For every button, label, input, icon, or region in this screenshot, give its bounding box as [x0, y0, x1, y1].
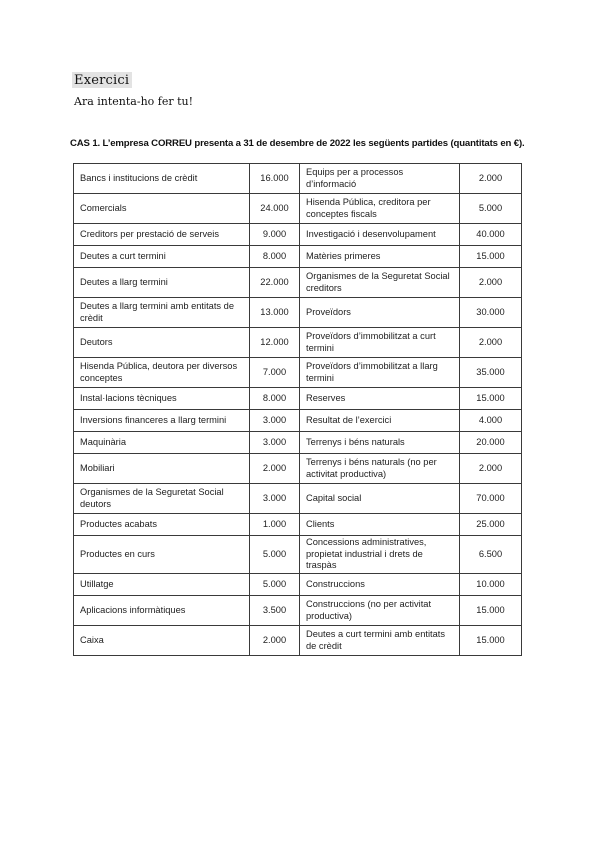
accounts-table-body: [74, 164, 522, 656]
table-row: [74, 432, 522, 454]
left-account-value: 12.000: [250, 328, 300, 358]
table-row: [74, 626, 522, 656]
accounts-table: [73, 163, 522, 656]
table-row: [74, 164, 522, 194]
left-account-value: 3.500: [250, 596, 300, 626]
right-account-label: Clients: [300, 514, 460, 536]
table-row: [74, 596, 522, 626]
exercise-subtitle: Ara intenta-ho fer tu!: [74, 95, 194, 108]
left-account-value: 5.000: [250, 536, 300, 574]
right-account-value: 70.000: [460, 484, 522, 514]
right-account-label: Proveïdors d’immobilitzat a llarg termini: [300, 358, 460, 388]
table-row: [74, 194, 522, 224]
right-account-value: 4.000: [460, 410, 522, 432]
left-account-value: 5.000: [250, 574, 300, 596]
right-account-value: 2.000: [460, 268, 522, 298]
right-account-label: Hisenda Pública, creditora per conceptes fiscals: [300, 194, 460, 224]
right-account-value: 2.000: [460, 164, 522, 194]
right-account-value: 6.500: [460, 536, 522, 574]
left-account-label: Instal·lacions tècniques: [74, 388, 250, 410]
right-account-label: Terrenys i béns naturals (no per activitat productiva): [300, 454, 460, 484]
table-row: [74, 536, 522, 574]
left-account-label: Creditors per prestació de serveis: [74, 224, 250, 246]
right-account-value: 5.000: [460, 194, 522, 224]
left-account-label: Deutors: [74, 328, 250, 358]
right-account-value: 30.000: [460, 298, 522, 328]
left-account-value: 16.000: [250, 164, 300, 194]
right-account-value: 25.000: [460, 514, 522, 536]
right-account-label: Deutes a curt termini amb entitats de crèdit: [300, 626, 460, 656]
right-account-value: 15.000: [460, 388, 522, 410]
right-account-value: 2.000: [460, 328, 522, 358]
right-account-value: 15.000: [460, 246, 522, 268]
left-account-label: Bancs i institucions de crèdit: [74, 164, 250, 194]
right-account-value: 15.000: [460, 626, 522, 656]
left-account-label: Productes en curs: [74, 536, 250, 574]
left-account-value: 1.000: [250, 514, 300, 536]
left-account-label: Hisenda Pública, deutora per diversos conceptes: [74, 358, 250, 388]
right-account-label: Proveïdors: [300, 298, 460, 328]
right-account-label: Equips per a processos d’informació: [300, 164, 460, 194]
left-account-value: 7.000: [250, 358, 300, 388]
table-row: [74, 298, 522, 328]
right-account-value: 2.000: [460, 454, 522, 484]
exercise-heading: Exercici: [72, 72, 132, 88]
left-account-label: Mobiliari: [74, 454, 250, 484]
right-account-label: Organismes de la Seguretat Social creditors: [300, 268, 460, 298]
left-account-label: Caixa: [74, 626, 250, 656]
table-row: [74, 358, 522, 388]
table-row: [74, 410, 522, 432]
right-account-label: Capital social: [300, 484, 460, 514]
left-account-value: 3.000: [250, 410, 300, 432]
right-account-label: Terrenys i béns naturals: [300, 432, 460, 454]
table-row: [74, 246, 522, 268]
right-account-label: Construccions (no per activitat productiva): [300, 596, 460, 626]
left-account-value: 3.000: [250, 432, 300, 454]
left-account-label: Comercials: [74, 194, 250, 224]
right-account-value: 10.000: [460, 574, 522, 596]
left-account-label: Maquinària: [74, 432, 250, 454]
right-account-value: 40.000: [460, 224, 522, 246]
right-account-label: Investigació i desenvolupament: [300, 224, 460, 246]
table-row: [74, 388, 522, 410]
case-statement: CAS 1. L’empresa CORREU presenta a 31 de desembre de 2022 les següents partides (quantitats en €).: [70, 138, 525, 149]
left-account-label: Productes acabats: [74, 514, 250, 536]
left-account-value: 24.000: [250, 194, 300, 224]
left-account-label: Deutes a llarg termini amb entitats de crèdit: [74, 298, 250, 328]
left-account-label: Deutes a llarg termini: [74, 268, 250, 298]
table-row: [74, 328, 522, 358]
left-account-label: Inversions financeres a llarg termini: [74, 410, 250, 432]
left-account-value: 13.000: [250, 298, 300, 328]
table-row: [74, 574, 522, 596]
left-account-value: 22.000: [250, 268, 300, 298]
table-row: [74, 514, 522, 536]
left-account-value: 2.000: [250, 626, 300, 656]
left-account-value: 2.000: [250, 454, 300, 484]
right-account-value: 20.000: [460, 432, 522, 454]
left-account-value: 3.000: [250, 484, 300, 514]
right-account-label: Matèries primeres: [300, 246, 460, 268]
right-account-value: 15.000: [460, 596, 522, 626]
right-account-label: Reserves: [300, 388, 460, 410]
right-account-label: Concessions administratives, propietat industrial i drets de traspàs: [300, 536, 460, 574]
right-account-label: Construccions: [300, 574, 460, 596]
left-account-label: Organismes de la Seguretat Social deutors: [74, 484, 250, 514]
right-account-value: 35.000: [460, 358, 522, 388]
table-row: [74, 268, 522, 298]
table-row: [74, 224, 522, 246]
right-account-label: Resultat de l’exercici: [300, 410, 460, 432]
left-account-label: Utillatge: [74, 574, 250, 596]
left-account-value: 8.000: [250, 388, 300, 410]
table-row: [74, 484, 522, 514]
left-account-label: Aplicacions informàtiques: [74, 596, 250, 626]
left-account-value: 9.000: [250, 224, 300, 246]
table-row: [74, 454, 522, 484]
right-account-label: Proveïdors d’immobilitzat a curt termini: [300, 328, 460, 358]
left-account-value: 8.000: [250, 246, 300, 268]
left-account-label: Deutes a curt termini: [74, 246, 250, 268]
